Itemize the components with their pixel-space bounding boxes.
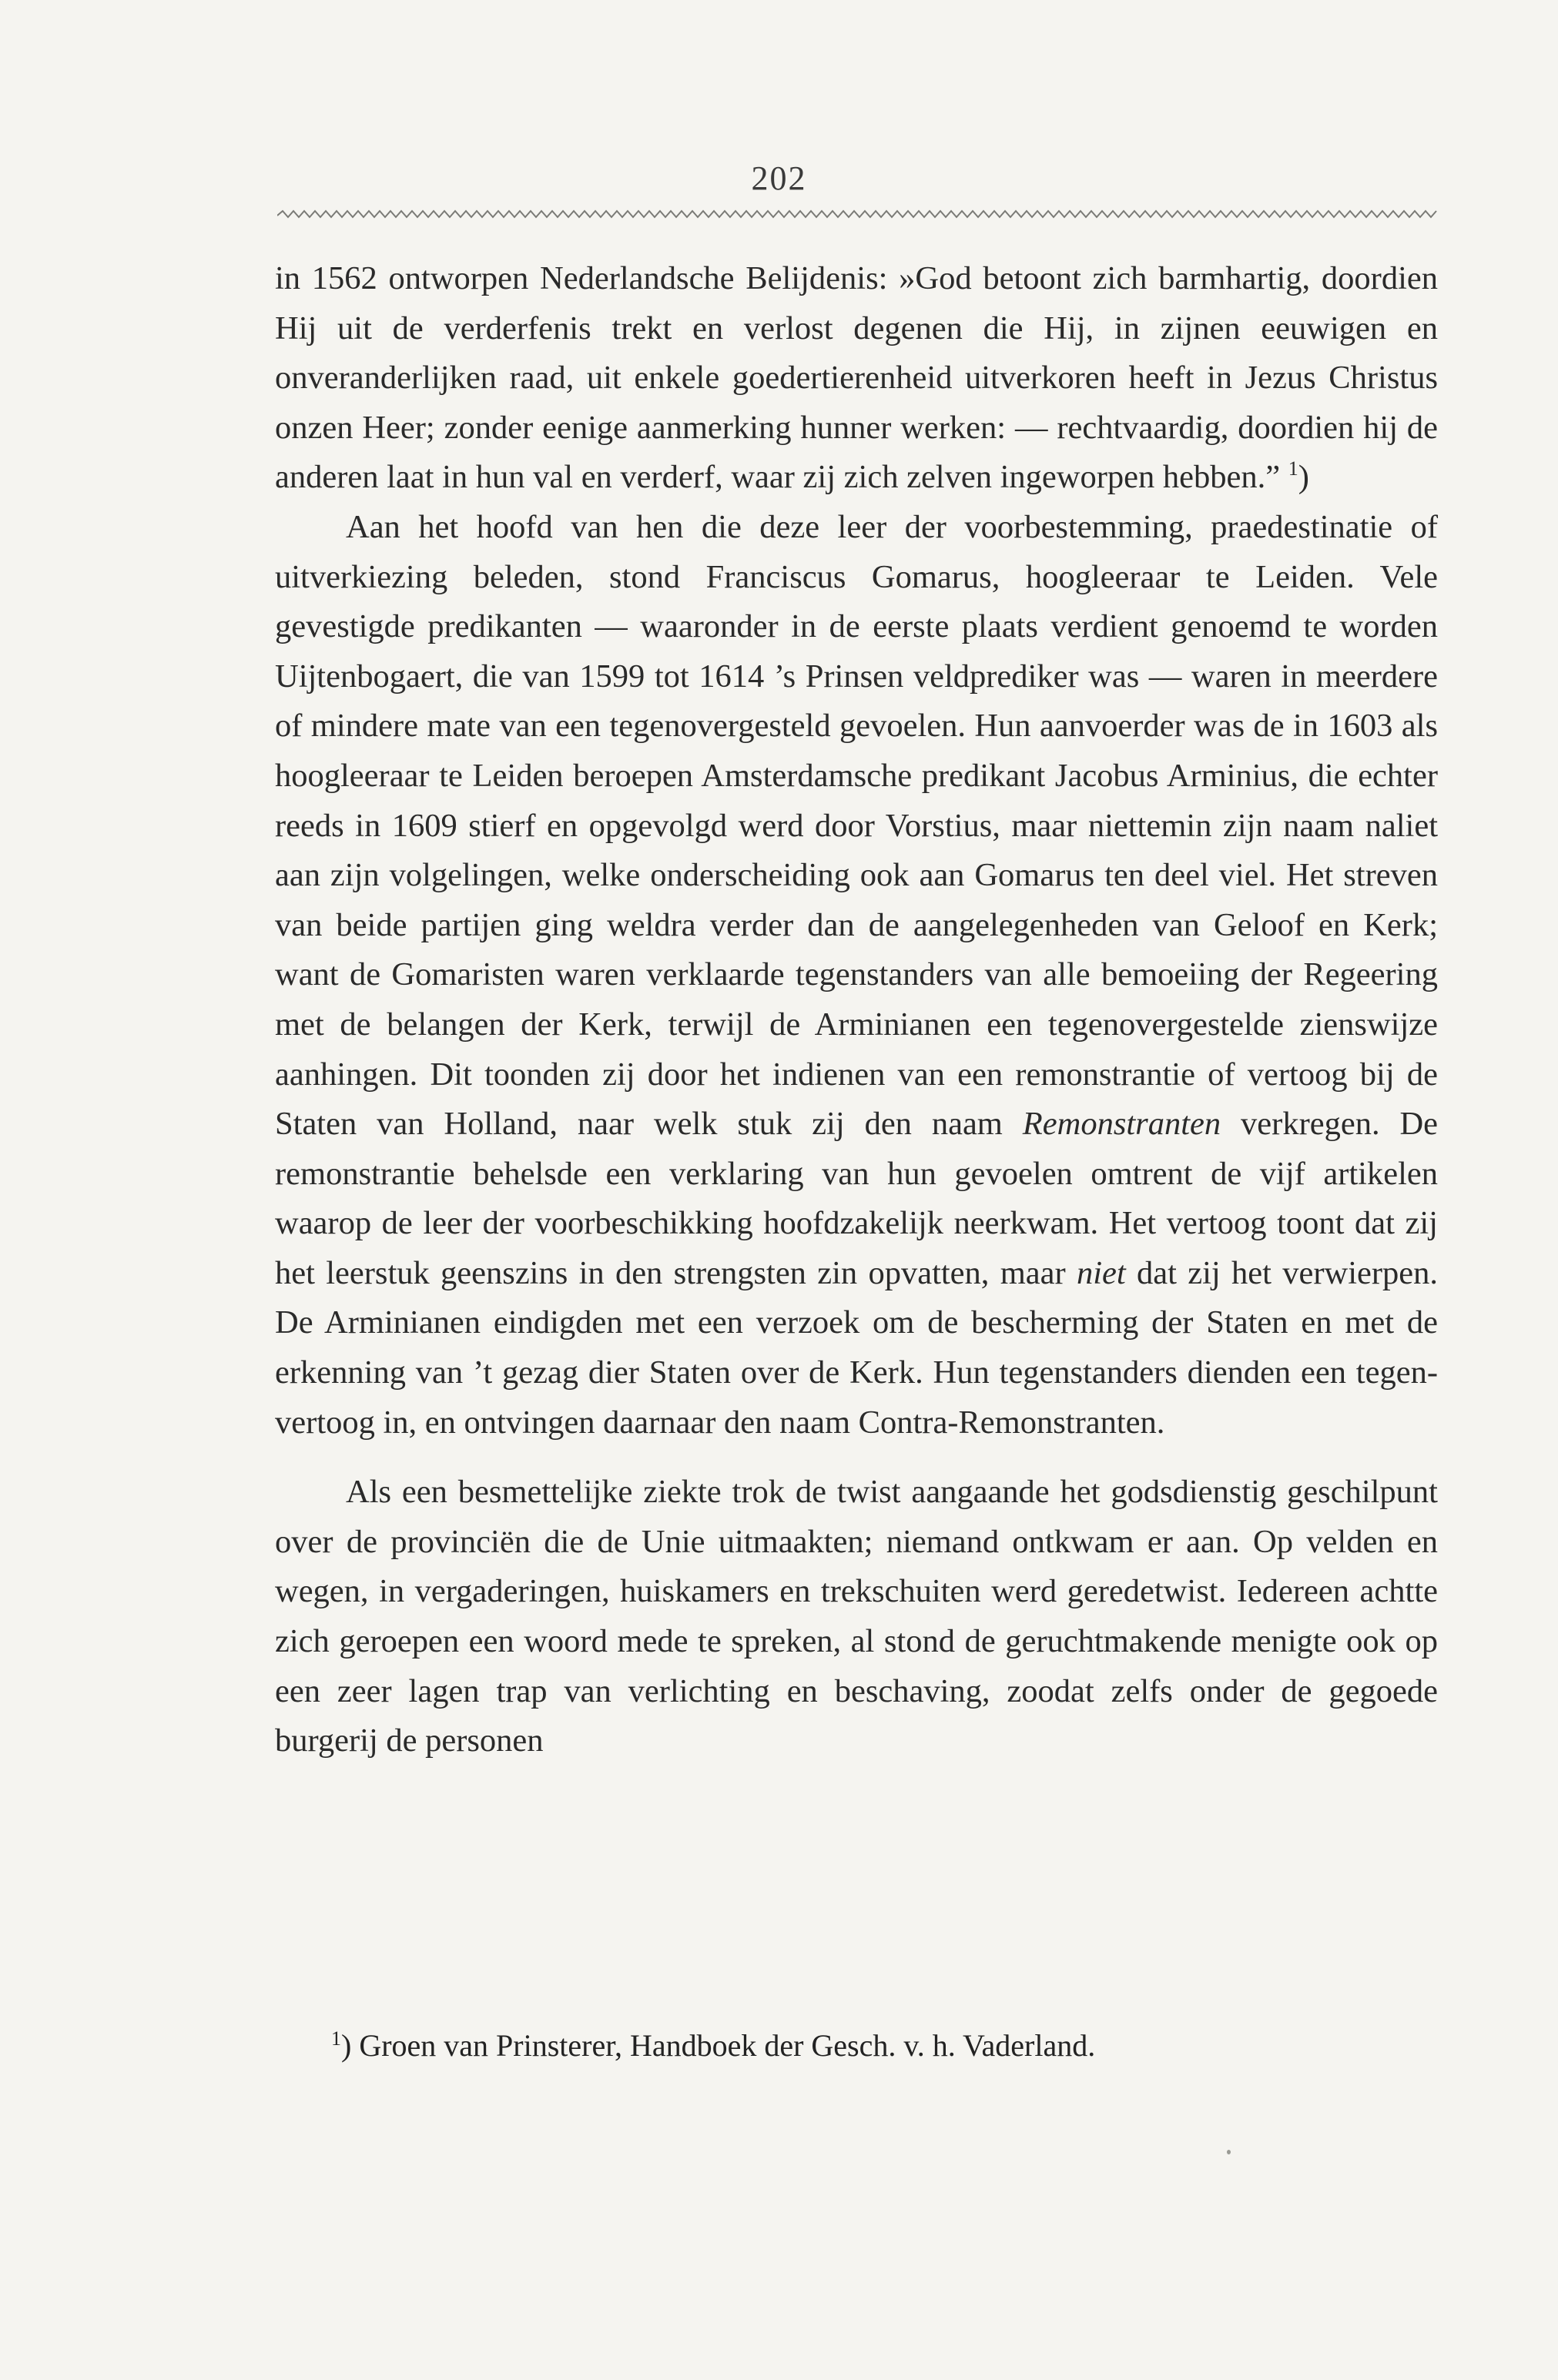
footnote-marker: 1 [331, 2027, 341, 2050]
footnote-text: Groen van Prinsterer, Handboek der Gesch. v. h. Vaderland. [359, 2028, 1096, 2063]
footnote [331, 2017, 1095, 2067]
footnote-marker-paren: ) [341, 2028, 352, 2063]
paragraph-2-italic-niet: niet [1076, 1254, 1126, 1291]
paragraph-2-italic-remonstranten: Remonstranten [1022, 1106, 1221, 1143]
paragraph-2-text-a: Aan het hoofd van hen die deze leer der voorbestemming, praedestinatie of uitverkiezing beleden, stond Franciscus Gomarus, hoogleeraar te Leiden. Vele gevestigde predikanten — waaronder in de eerste plaats verdient genoemd te worden Uijtenbogaert, die van 1599 tot 1614 ’s Prinsen veldprediker was — waren in meerdere of mindere mate van een tegenovergesteld gevoelen. Hun aanvoerder was de in 1603 als hoogleeraar te Leiden beroepen Amsterdamsche predikant Jacobus Arminius, die echter reeds in 1609 stierf en opgevolgd werd door Vorstius, maar niettemin zijn naam naliet aan zijn volgelingen, welke onderscheiding ook aan Gomarus ten deel viel. Het streven van beide partijen ging weldra verder dan de aangelegenheden van Geloof en Kerk; want de Gomaristen waren verklaarde tegenstanders van alle bemoeiing der Regeering met de belangen der Kerk, terwijl de Arminianen een tegenovergestelde zienswijze aanhingen. Dit toonden zij door het indienen van een remonstrantie of vertoog bij de Staten van Holland, naar welk stuk zij den naam [275, 508, 1438, 1143]
paragraph-1 [275, 254, 1438, 503]
paragraph-1-text: in 1562 ontworpen Nederlandsche Belijdenis: »God betoont zich barmhartig, doordien Hij uit de verderfenis trekt en verlost degenen die Hij, in zijnen eeuwigen en onveranderlijken raad, uit enkele goedertierenheid uitverkoren heeft in Jezus Christus onzen Heer; zonder eenige aanmerking hunner werken: — rechtvaardig, doordien hij de anderen laat in hun val en verderf, waar zij zich zelven ingeworpen hebben.” [275, 260, 1438, 496]
footnote-reference-paren: ) [1298, 459, 1309, 496]
page-number: 202 [751, 159, 807, 197]
paragraph-3 [275, 1468, 1438, 1766]
paragraph-2 [275, 503, 1438, 1448]
paper-speck [1227, 2150, 1231, 2154]
paragraph-3-text: Als een besmettelijke ziekte trok de twist aangaande het godsdienstig geschilpunt over de provinciën die de Unie uitmaakten; niemand ontkwam er aan. Op velden en wegen, in vergaderingen, huiskamers en trekschuiten werd geredetwist. Iedereen achtte zich geroepen een woord mede te spreken, al stond de geruchtmakende menigte ook op een zeer lagen trap van verlichting en beschaving, zoodat zelfs onder de gegoede burgerij de personen [275, 1474, 1438, 1759]
body-text [275, 254, 1438, 1766]
paragraph-2-text-c: dat zij het verwierpen. De Arminianen eindigden met een verzoek om de bescherming der Staten en met de erkenning van ’t gezag dier Staten over de Kerk. Hun tegenstanders dienden een tegen-vertoog in, en ontvingen daarnaar den naam Contra-Remonstranten. [275, 1254, 1439, 1441]
footnote-reference: 1 [1288, 457, 1298, 480]
paragraph-2-text-b: verkregen. De remonstrantie behelsde een verklaring van hun gevoelen omtrent de vijf artikelen waarop de leer der voorbeschikking hoofdzakelijk neerkwam. Het vertoog toont dat zij het leerstuk geenszins in den strengsten zin opvatten, maar [275, 1106, 1439, 1291]
ornamental-rule [277, 206, 1440, 222]
